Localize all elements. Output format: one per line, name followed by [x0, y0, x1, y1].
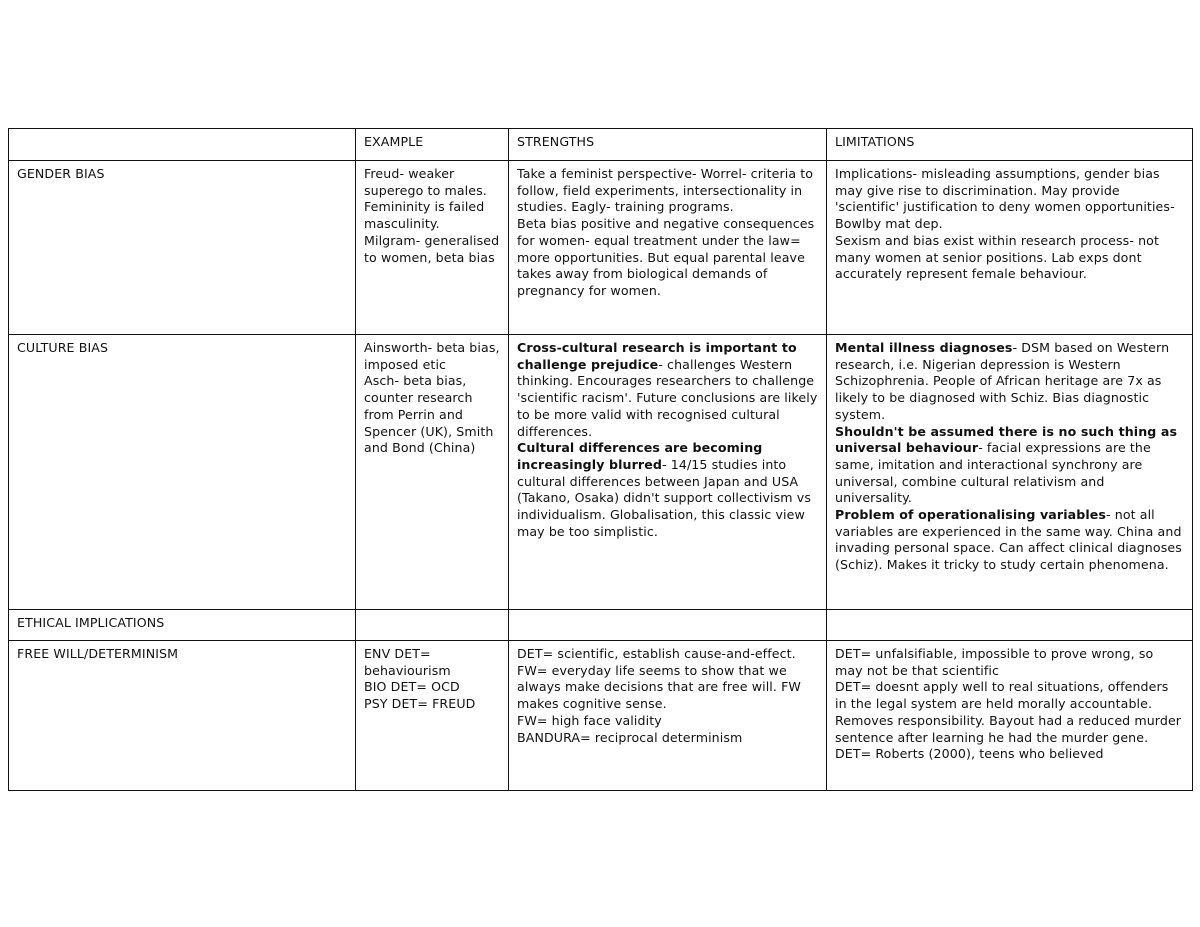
cell-gender-limitations	[827, 161, 1193, 335]
cell-paragraph	[835, 424, 1184, 508]
cell-text: DET= Roberts (2000), teens who believed	[835, 746, 1104, 762]
cell-text: FW= everyday life seems to show that we always make decisions that are free will. FW makes cognitive sense.	[517, 662, 801, 712]
cell-gender-example	[356, 161, 509, 335]
cell-text: BIO DET= OCD	[364, 679, 460, 695]
cell-paragraph	[835, 507, 1184, 574]
row-label-free-will-determinism: FREE WILL/DETERMINISM	[9, 641, 356, 791]
cell-text: - facial expressions are the same, imitation and interactional synchrony are universal, combine cultural relativism and universality.	[835, 440, 1151, 506]
cell-text: - DSM based on Western research, i.e. Nigerian depression is Western Schizophrenia. People of African heritage are 7x as likely to be diagnosed with Schiz. Bias diagnostic system.	[835, 340, 1170, 422]
cell-text: - challenges Western thinking. Encourages researchers to challenge 'scientific racism'. Future conclusions are likely to be more valid with recognised cultural differences.	[517, 356, 818, 439]
table-row-ethical-implications	[9, 610, 1193, 641]
cell-text: Asch- beta bias, counter research from Perrin and Spencer (UK), Smith and Bond (China)	[364, 373, 494, 456]
row-label-culture-bias: CULTURE BIAS	[9, 335, 356, 610]
comparison-table	[8, 128, 1193, 791]
header-row	[9, 129, 1193, 161]
cell-text: Take a feminist perspective- Worrel- criteria to follow, field experiments, intersectionality in studies. Eagly- training programs.	[517, 166, 814, 215]
cell-ethical-limitations	[827, 610, 1193, 641]
cell-text: Implications- misleading assumptions, gender bias may give rise to discrimination. May provide 'scientific' justification to deny women opportunities- Bowlby mat dep.	[835, 166, 1175, 232]
cell-culture-example	[356, 335, 509, 610]
cell-ethical-example	[356, 610, 509, 641]
table-row-culture-bias	[9, 335, 1193, 610]
cell-text: Freud- weaker superego to males. Femininity is failed masculinity.	[364, 166, 487, 232]
table-row-gender-bias	[9, 161, 1193, 335]
cell-text: ENV DET= behaviourism	[364, 646, 451, 678]
cell-text: Ainsworth- beta bias, imposed etic	[364, 340, 500, 372]
cell-gender-strengths	[509, 161, 827, 335]
row-label-ethical-implications: ETHICAL IMPLICATIONS	[9, 610, 356, 641]
cell-text: - not all variables are experienced in the same way. China and invading personal space. Can affect clinical diagnoses (Schiz). Makes it tricky to study certain phenomena.	[835, 507, 1182, 573]
header-cell-strengths: STRENGTHS	[509, 129, 827, 161]
bold-heading: Cultural differences are becoming increasingly blurred	[517, 440, 763, 472]
cell-free-strengths	[509, 641, 827, 791]
cell-text: Beta bias positive and negative consequences for women- equal treatment under the law= more opportunities. But equal parental leave takes away from biological demands of pregnancy for women.	[517, 216, 815, 298]
cell-free-example	[356, 641, 509, 791]
cell-text: Milgram- generalised to women, beta bias	[364, 232, 500, 265]
cell-ethical-strengths	[509, 610, 827, 641]
cell-text: Sexism and bias exist within research process- not many women at senior positions. Lab exps dont accurately represent female behaviour.	[835, 232, 1160, 282]
bold-heading: Cross-cultural research is important to challenge prejudice	[517, 340, 797, 372]
bold-heading: Mental illness diagnoses	[835, 340, 1013, 355]
cell-text: DET= doesnt apply well to real situations, offenders in the legal system are held morally accountable. Removes responsibility. Bayout had a reduced murder sentence after learning he had the murder gene.	[835, 679, 1182, 745]
cell-free-limitations	[827, 641, 1193, 791]
cell-text: PSY DET= FREUD	[364, 696, 476, 712]
bold-heading: Shouldn't be assumed there is no such thing as universal behaviour	[835, 423, 1178, 456]
cell-culture-strengths	[509, 335, 827, 610]
cell-paragraph	[517, 440, 818, 540]
cell-text: - 14/15 studies into cultural differences between Japan and USA (Takano, Osaka) didn't support collectivism vs individualism. Globalisation, this classic view may be too simplistic.	[517, 456, 811, 539]
cell-text: DET= scientific, establish cause-and-effect.	[517, 646, 796, 661]
cell-text: BANDURA= reciprocal determinism	[517, 729, 743, 745]
header-cell-example: EXAMPLE	[356, 129, 509, 161]
header-cell-blank	[9, 129, 356, 161]
cell-paragraph	[835, 340, 1184, 424]
cell-culture-limitations	[827, 335, 1193, 610]
row-label-gender-bias: GENDER BIAS	[9, 161, 356, 335]
cell-text: DET= unfalsifiable, impossible to prove wrong, so may not be that scientific	[835, 646, 1154, 678]
header-cell-limitations: LIMITATIONS	[827, 129, 1193, 161]
cell-paragraph	[517, 340, 818, 440]
bold-heading: Problem of operationalising variables	[835, 507, 1106, 523]
cell-text: FW= high face validity	[517, 712, 662, 728]
table-row-free-will-determinism	[9, 641, 1193, 791]
